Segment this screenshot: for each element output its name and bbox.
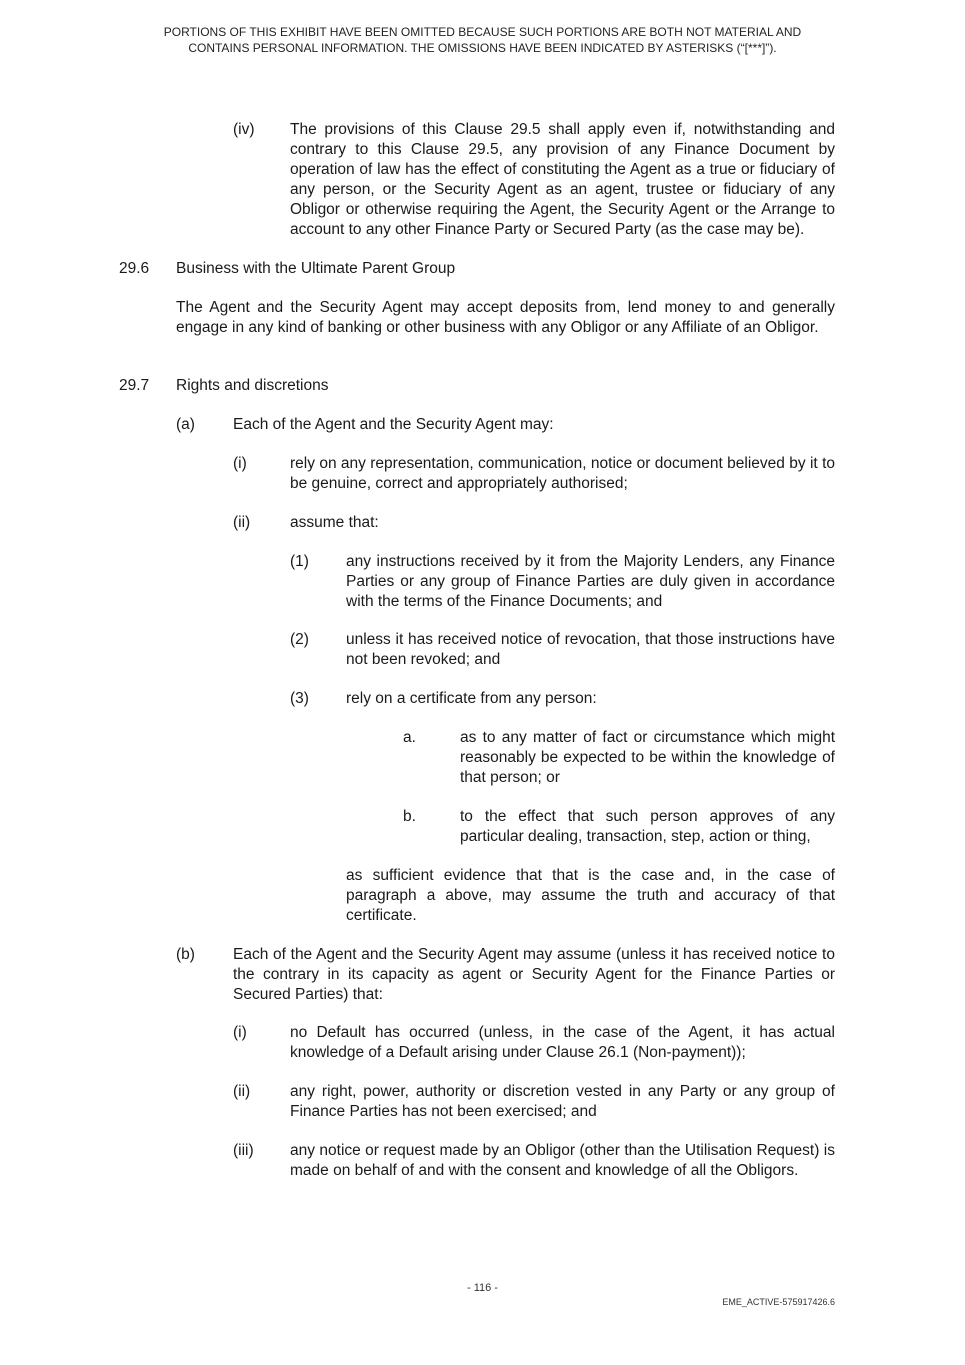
section-heading-29-6: Business with the Ultimate Parent Group [176,260,456,277]
subparagraph-text-b-i: no Default has occurred (unless, in the case of the Agent, it has actual knowledge of a Default arising under Clause 26.1 (Non-payment)); [290,1024,835,1061]
page-number: - 116 - [467,1282,498,1294]
subitem-text-b: to the effect that such person approves of any particular dealing, transaction, step, action or thing, [460,808,835,845]
item-label-1: (1) [290,553,309,570]
paragraph-text-b: Each of the Agent and the Security Agent may assume (unless it has received notice to the contrary in its capacity as agent or Security Agent for the Finance Parties or Secured Parties) that: [233,946,835,1003]
section-heading-29-7: Rights and discretions [176,377,329,394]
item-text-2: unless it has received notice of revocation, that those instructions have not been revoked; and [346,631,835,668]
subparagraph-label-a-ii: (ii) [233,514,251,531]
omission-notice-line-1: PORTIONS OF THIS EXHIBIT HAVE BEEN OMITTED BECAUSE SUCH PORTIONS ARE BOTH NOT MATERIAL AND [163,25,802,39]
item-label-3: (3) [290,690,309,707]
paragraph-label-b: (b) [176,946,195,963]
subparagraph-text-a-i: rely on any representation, communication, notice or document believed by it to be genuine, correct and appropriately authorised; [290,455,835,492]
paragraph-text-a: Each of the Agent and the Security Agent may: [233,416,554,433]
item-text-3: rely on a certificate from any person: [346,690,597,707]
subparagraph-label-a-i: (i) [233,455,247,472]
subparagraph-label-b-ii: (ii) [233,1083,251,1100]
section-number-29-7: 29.7 [119,377,150,394]
clause-label-iv: (iv) [233,121,255,138]
item-text-1: any instructions received by it from the Majority Lenders, any Finance Parties or any group of Finance Parties are duly given in accordance with the terms of the Finance Documents; and [346,553,835,610]
subparagraph-label-b-iii: (iii) [233,1142,254,1159]
subparagraph-text-b-ii: any right, power, authority or discretion vested in any Party or any group of Finance Parties has not been exercised; and [290,1083,835,1120]
omission-notice-line-2: CONTAINS PERSONAL INFORMATION. THE OMISSIONS HAVE BEEN INDICATED BY ASTERISKS (“[***]”). [188,41,777,55]
item-3-tail-text: as sufficient evidence that that is the case and, in the case of paragraph a above, may assume the truth and accuracy of that certificate. [346,867,835,924]
paragraph-label-a: (a) [176,416,195,433]
subparagraph-text-b-iii: any notice or request made by an Obligor (other than the Utilisation Request) is made on behalf of and with the consent and knowledge of all the Obligors. [290,1142,835,1179]
subitem-text-a: as to any matter of fact or circumstance which might reasonably be expected to be within the knowledge of that person; or [460,729,835,786]
subparagraph-text-a-ii: assume that: [290,514,379,531]
item-label-2: (2) [290,631,309,648]
subparagraph-label-b-i: (i) [233,1024,247,1041]
subitem-label-a: a. [403,729,416,746]
clause-text-iv: The provisions of this Clause 29.5 shall apply even if, notwithstanding and contrary to this Clause 29.5, any provision of any Finance Document by operation of law has the effect of constituting the Agent as a true or fiduciary of any person, or the Security Agent as an agent, trustee or fiduciary of any Obligor or otherwise requiring the Agent, the Security Agent or the Arrange to account to any other Finance Party or Secured Party (as the case may be). [290,121,835,238]
section-text-29-6: The Agent and the Security Agent may accept deposits from, lend money to and generally engage in any kind of banking or other business with any Obligor or any Affiliate of an Obligor. [176,299,835,336]
subitem-label-b: b. [403,808,416,825]
section-number-29-6: 29.6 [119,260,150,277]
document-reference: EME_ACTIVE-575917426.6 [722,1297,835,1307]
omission-notice [110,24,855,56]
